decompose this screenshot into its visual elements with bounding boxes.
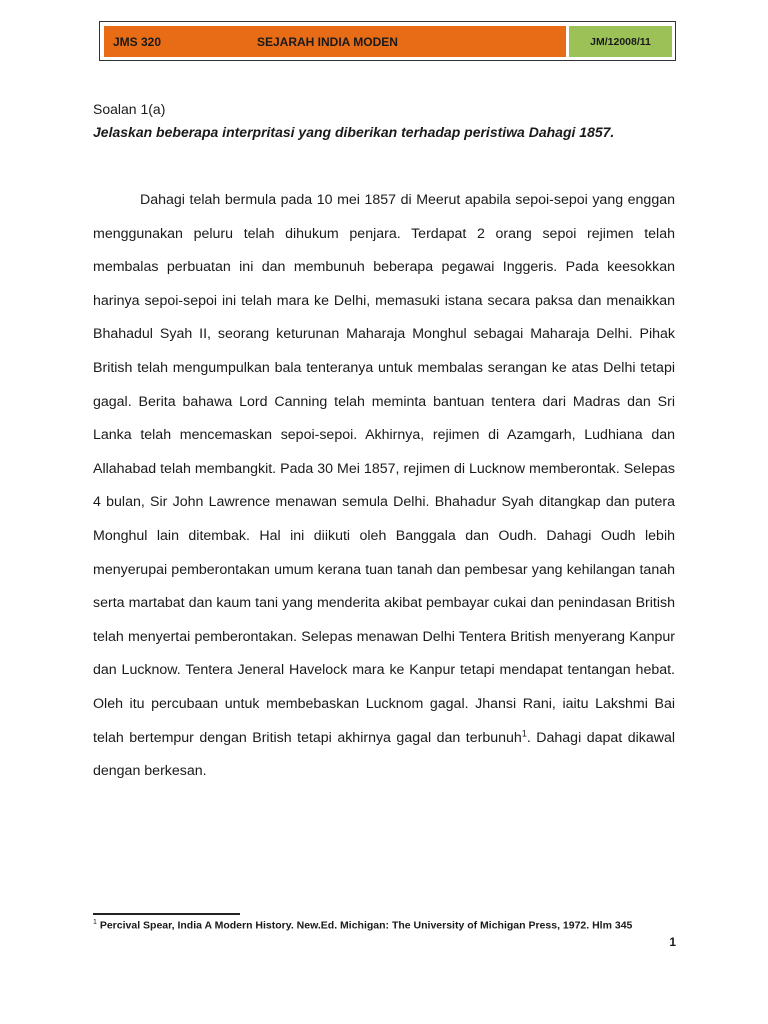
footnote-reference[interactable]: 1 bbox=[521, 727, 527, 738]
question-text: Jelaskan beberapa interpritasi yang diberikan terhadap peristiwa Dahagi 1857. bbox=[93, 124, 615, 140]
question-label: Soalan 1(a) bbox=[93, 101, 166, 117]
student-id-block bbox=[569, 26, 672, 57]
header-course-block bbox=[104, 26, 566, 57]
paragraph-end-text: . Dahagi dapat dikawal dengan berkesan. bbox=[93, 729, 676, 780]
page-number: 1 bbox=[669, 935, 676, 949]
footnote-number: 1 bbox=[93, 919, 97, 926]
footnote bbox=[93, 919, 632, 932]
paragraph-main-text: Dahagi telah bermula pada 10 mei 1857 di Meerut apabila sepoi-sepoi yang enggan menggunakan peluru telah dihukum penjara. Terdapat 2 orang sepoi rejimen telah membalas perbuatan ini dan membunuh beberapa pegawai Inggeris. Pada keesokkan harinya sepoi-sepoi ini telah mara ke Delhi, memasuki istana secara paksa dan menaikkan Bhahadul Syah II, seorang keturunan Maharaja Monghul sebagai Maharaja Delhi. Pihak British telah mengumpulkan bala tenteranya untuk membalas serangan ke atas Delhi tetapi gagal. Berita bahawa Lord Canning telah meminta bantuan tentera dari Madras dan Sri Lanka telah mencemaskan sepoi-sepoi. Akhirnya, rejimen di Azamgarh, Ludhiana dan Allahabad telah membangkit. Pada 30 Mei 1857, rejimen di Lucknow memberontak. Selepas 4 bulan, Sir John Lawrence menawan semula Delhi. Bhahadur Syah ditangkap dan putera Monghul lain ditembak. Hal ini diikuti oleh Banggala dan Oudh. Dahagi Oudh lebih menyerupai pemberontakan umum kerana tuan tanah dan pembesar yang kehilangan tanah serta martabat dan kaum tani yang menderita akibat pembayar cukai dan penindasan British telah menyertai pemberontakan. Selepas menawan Delhi Tentera British menyerang Kanpur dan Lucknow. Tentera Jeneral Havelock mara ke Kanpur tetapi mendapat tentangan hebat. Oleh itu percubaan untuk membebaskan Lucknom gagal. Jhansi Rani, iaitu Lakshmi Bai telah bertempur dengan British tetapi akhirnya gagal dan terbunuh bbox=[93, 192, 675, 746]
student-id: JM/12008/11 bbox=[590, 35, 651, 48]
header-bar bbox=[104, 26, 672, 57]
course-code: JMS 320 bbox=[113, 34, 162, 49]
footnote-text: Percival Spear, India A Modern History. New.Ed. Michigan: The University of Michigan Press, 1972. Hlm 345 bbox=[96, 919, 633, 932]
essay-paragraph bbox=[93, 184, 675, 789]
course-title: SEJARAH INDIA MODEN bbox=[257, 34, 398, 49]
footnote-separator bbox=[93, 913, 240, 915]
